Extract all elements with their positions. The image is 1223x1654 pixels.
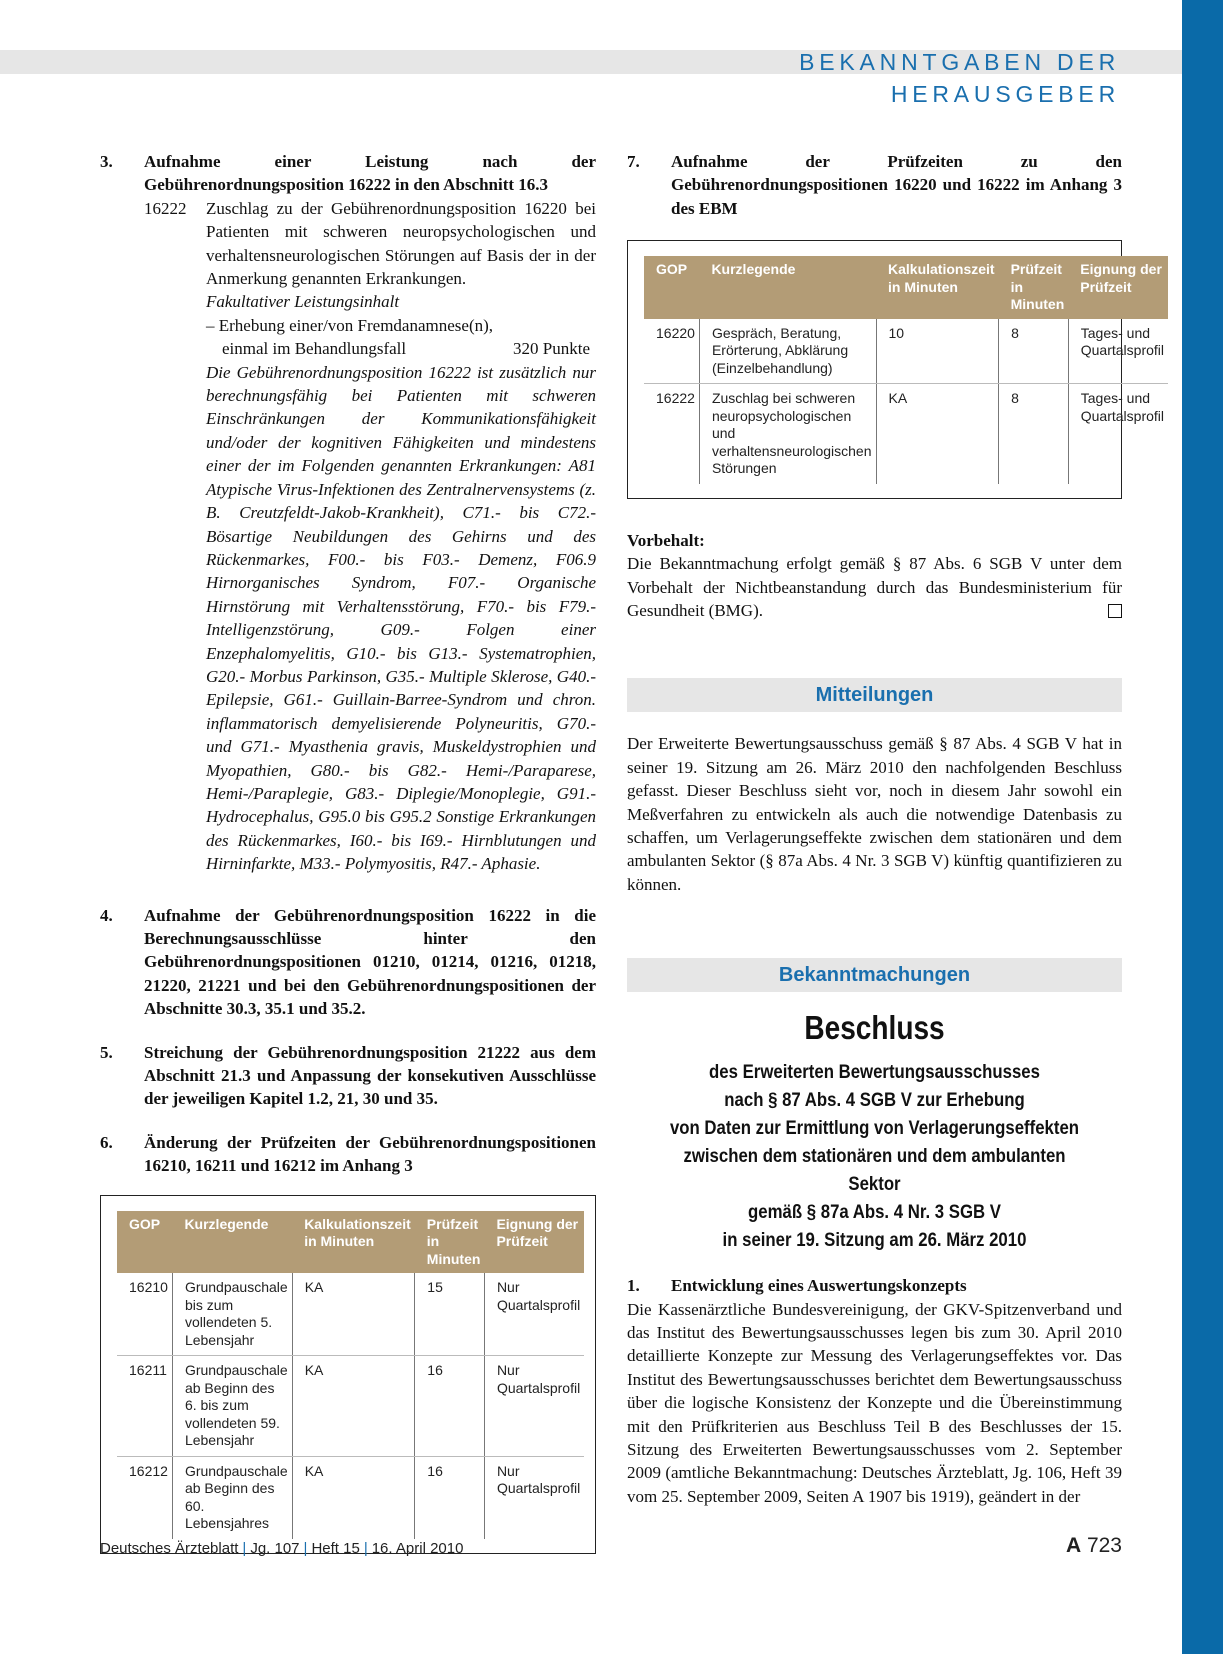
cell: 16222 <box>644 384 699 484</box>
beschluss-sub-line: des Erweiterten Bewertungsausschusses <box>709 1061 1040 1084</box>
header-cell: Kalkulationszeit in Minuten <box>876 256 999 319</box>
table-header-row <box>644 256 1168 319</box>
left-column <box>100 150 596 1554</box>
page-num: 723 <box>1086 1534 1122 1557</box>
cell: 16212 <box>117 1456 172 1539</box>
vorbehalt-label: Vorbehalt: <box>627 530 705 550</box>
cell: 8 <box>999 319 1069 384</box>
header-cell: Eignung der Prüfzeit <box>484 1211 584 1274</box>
header-cell: GOP <box>117 1211 172 1274</box>
cell: Zuschlag bei schweren neuropsychologischen und verhaltensneurologischen Störungen <box>699 384 876 484</box>
cell: Grundpauschale bis zum vollendeten 5. Lebensjahr <box>172 1273 292 1356</box>
bekanntmachungen-header: Bekanntmachungen <box>627 958 1122 992</box>
beschluss-sub-line: zwischen dem stationären und dem ambulanten Sektor <box>683 1145 1066 1196</box>
cell: Nur Quartalsprofil <box>496 1462 581 1497</box>
table-row <box>644 319 1168 384</box>
item-3 <box>100 150 596 197</box>
item-4 <box>100 904 596 1021</box>
beschluss-title: Beschluss <box>804 1009 945 1047</box>
gop-code: 16222 <box>144 198 187 218</box>
item-1-text: Die Kassenärztliche Bundesvereinigung, der GKV-Spitzenverband und das Institut des Bewertungsausschusses legen bis zum 30. April 2010 detaillierte Konzepte zur Messung des Verlagerungseffektes vor. Das Institut des Bewertungsausschusses berichtet dem Bewertungsausschuss über die logische Konsistenz der Konzepte und die Übereinstimmung mit den Prüfkriterien aus Beschluss Teil B des Beschlusses der 15. Sitzung des Erweiterten Bewertungsausschusses vom 2. September 2009 (amtliche Bekanntmachung: Deutsches Ärzteblatt, Jg. 106, Heft 39 vom 25. September 2009, Seiten A 1907 bis 1919), geändert in der <box>627 1299 1122 1506</box>
header-cell: Prüfzeit in Minuten <box>999 256 1069 319</box>
item-title: Aufnahme einer Leistung nach der Gebührenordnungsposition 16222 in den Abschnitt 16.3 <box>144 152 596 195</box>
item-6 <box>100 1131 596 1178</box>
fakultativ-item-2: einmal im Behandlungsfall <box>222 339 407 359</box>
cell: 16211 <box>117 1356 172 1457</box>
cell: Grundpauschale ab Beginn des 6. bis zum vollendeten 59. Lebensjahr <box>172 1356 292 1457</box>
cell: KA <box>292 1456 415 1539</box>
cell: KA <box>876 384 999 484</box>
mitteilungen-header: Mitteilungen <box>627 678 1122 712</box>
cell: 16 <box>415 1456 485 1539</box>
item-number: 5. <box>100 1042 113 1062</box>
cell: Nur Quartalsprofil <box>484 1356 584 1457</box>
journal-volume: Jg. 107 <box>250 1540 300 1557</box>
item-number: 3. <box>100 152 113 171</box>
item-number: 6. <box>100 1132 113 1152</box>
cell: Nur Quartalsprofil <box>484 1273 584 1356</box>
item-title: Aufnahme der Gebührenordnungsposition 16222 in die Berechnungsausschlüsse hinter den Gebührenordnungspositionen 01210, 01214, 01216, 01218, 21220, 21221 und bei den Gebührenordnungspositionen der Abschnitte 30.3, 35.1 und 35.2. <box>144 905 596 1019</box>
header-cell: Kurzlegende <box>699 256 876 319</box>
cell: 16220 <box>644 319 699 384</box>
punkte-value: 320 Punkte <box>513 339 590 359</box>
table-row <box>117 1273 584 1356</box>
footer-citation: Deutsches Ärzteblatt | Jg. 107 | Heft 15 | 16. April 2010 <box>100 1540 464 1557</box>
gop-description: Zuschlag zu der Gebührenordnungsposition 16220 bei Patienten mit schweren neuropsychologischen und verhaltensneurologischen Störungen auf Basis der in der Anmerkung genannten Erkrankungen. <box>206 198 596 289</box>
page-number <box>1030 1534 1122 1558</box>
header-cell: GOP <box>644 256 699 319</box>
item-title: Streichung der Gebührenordnungsposition 21222 aus dem Abschnitt 21.3 und Anpassung der konsekutiven Ausschlüsse der jeweiligen Kapitel 1.2, 21, 30 und 35. <box>144 1042 596 1109</box>
pruefzeiten-table-7 <box>644 256 1168 484</box>
end-mark-icon <box>1108 604 1122 618</box>
page-prefix: A <box>1065 1534 1082 1557</box>
right-color-bar <box>1182 0 1223 1654</box>
item-number: 1. <box>627 1276 640 1296</box>
item-title: Änderung der Prüfzeiten der Gebührenordnungspositionen 16210, 16211 und 16212 im Anhang 3 <box>144 1132 596 1176</box>
table-header-row <box>117 1211 584 1274</box>
header-cell: Prüfzeit in Minuten <box>415 1211 485 1274</box>
section-header: BEKANNTGABEN DER HERAUSGEBER <box>799 49 1120 107</box>
cell: 15 <box>415 1273 485 1356</box>
vorbehalt-text: Die Bekanntmachung erfolgt gemäß § 87 Abs. 6 SGB V unter dem Vorbehalt der Nichtbeanstandung durch das Bundesministerium für Gesundheit (BMG). <box>627 554 1122 620</box>
cell: Tages- und Quartalsprofil <box>1068 319 1168 384</box>
cell: 10 <box>876 319 999 384</box>
cell: Tages- und Quartalsprofil <box>1080 390 1165 424</box>
vorbehalt-block <box>627 529 1122 623</box>
mitteilungen-text: Der Erweiterte Bewertungsausschuss gemäß § 87 Abs. 4 SGB V hat in seiner 19. Sitzung am 26. März 2010 den nachfolgenden Beschluss gefasst. Dieser Beschluss sieht vor, noch in diesem Jahr sowohl ein Meßverfahren zu entwickeln als auch die notwendige Datenbasis zu schaffen, um Verlagerungseffekte zwischen dem stationären und dem ambulanten Sektor (§ 87a Abs. 4 Nr. 3 SGB V) künftig quantifizieren zu können. <box>627 734 1122 894</box>
table-7-box <box>627 240 1165 499</box>
item-title: Aufnahme der Prüfzeiten zu den Gebührenordnungspositionen 16220 und 16222 im Anhang 3 des EBM <box>671 152 1122 218</box>
fakultativ-label: Fakultativer Leistungsinhalt <box>206 292 400 312</box>
item-title: Entwicklung eines Auswertungskonzepts <box>671 1276 967 1296</box>
journal-issue: Heft 15 <box>311 1540 360 1557</box>
pruefzeiten-table-6 <box>117 1211 584 1539</box>
table-6-box <box>100 1195 596 1554</box>
cell: Grundpauschale ab Beginn des 60. Lebensjahres <box>172 1456 292 1539</box>
gop-16222-block <box>144 197 596 876</box>
journal-name: Deutsches Ärzteblatt <box>100 1540 239 1557</box>
cell: 8 <box>999 384 1069 484</box>
table-row <box>117 1356 584 1457</box>
beschluss-subtitle <box>662 1058 1088 1254</box>
beschluss-sub-line: gemäß § 87a Abs. 4 Nr. 3 SGB V <box>748 1201 1001 1224</box>
beschluss-sub-line: von Daten zur Ermittlung von Verlagerungseffekten <box>669 1117 1080 1140</box>
item-7 <box>627 150 1122 220</box>
cell: KA <box>292 1273 415 1356</box>
item-5 <box>100 1041 596 1111</box>
cell: Gespräch, Beratung, Erörterung, Abklärung (Einzelbehandlung) <box>699 319 876 384</box>
header-cell: Kalkulationszeit in Minuten <box>292 1211 415 1274</box>
table-row <box>117 1456 584 1539</box>
beschluss-sub-line: in seiner 19. Sitzung am 26. März 2010 <box>722 1229 1027 1252</box>
header-cell: Kurzlegende <box>172 1211 292 1274</box>
right-column <box>627 150 1165 1508</box>
gop-note: Die Gebührenordnungsposition 16222 ist zusätzlich nur berechnungsfähig bei Patienten mit schweren Einschränkungen der Kommunikationsfähigkeit und/oder der kognitiven Fähigkeiten und mindestens einer der im Folgenden genannten Erkrankungen: A81 Atypische Virus-Infektionen des Zentralnervensystems (z. B. Creutzfeldt-Jakob-Krankheit), C71.- bis C72.- Bösartige Neubildungen des Gehirns und des Rückenmarkes, F00.- bis F03.- Demenz, F06.9 Hirnorganisches Syndrom, F07.- Organische Hirnstörung mit Verhaltensstörung, F70.- bis F79.- Intelligenzstörung, G09.- Folgen einer Enzephalomyelitis, G10.- bis G13.- Systematrophien, G20.- Morbus Parkinson, G35.- Multiple Sklerose, G40.- Epilepsie, G61.- Guillain-Barree-Syndrom und chron. inflammatorisch demyelisierende Polyneuritis, G70.- und G71.- Myasthenia gravis, Muskeldystrophien und Myopathien, G80.- bis G82.- Hemi-/Paraparese, Hemi-/Paraplegie, G83.- Diplegie/Monoplegie, G91.- Hydrocephalus, G95.0 bis G95.2 Sonstige Erkrankungen des Rückenmarkes, I60.- bis I69.- Hirnblutungen und Hirninfarkte, M33.- Polymyositis, R47.- Aphasie. <box>206 362 596 874</box>
item-number: 7. <box>627 152 640 171</box>
beschluss-sub-line: nach § 87 Abs. 4 SGB V zur Erhebung <box>724 1089 1025 1112</box>
cell: 16210 <box>117 1273 172 1356</box>
cell: 16 <box>415 1356 485 1457</box>
header-cell: Eignung der Prüfzeit <box>1068 256 1168 319</box>
cell: KA <box>292 1356 415 1457</box>
journal-date: 16. April 2010 <box>371 1540 464 1557</box>
fakultativ-item: – Erhebung einer/von Fremdanamnese(n), <box>206 315 494 335</box>
table-row <box>644 384 1168 484</box>
item-1 <box>627 1274 1122 1297</box>
item-number: 4. <box>100 905 113 925</box>
